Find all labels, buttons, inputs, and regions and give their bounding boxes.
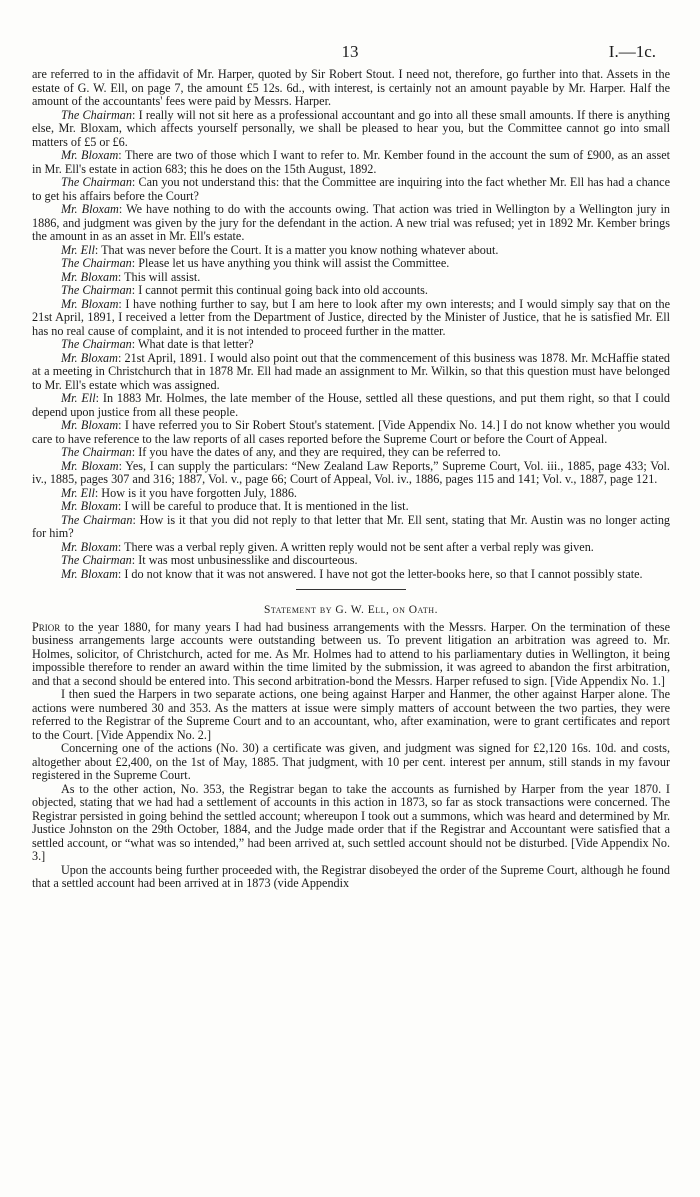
speaker-name: The Chairman [61, 512, 133, 527]
committee-minutes [32, 68, 670, 581]
minute-text: If you have the dates of any, and they are required, they can be referred to. [138, 445, 501, 459]
statement-text: As to the other action, No. 353, the Registrar began to take the accounts as furnished by Harper from the year 1870. I objected, stating that we had had a settlement of accounts in this action in 1873, so far as stock transactions were concerned. The Registrar persisted in going behind the settled account; whereupon I took out a summons, which was heard and determined by Mr. Justice Johnston on the 29th October, 1884, and the Judge made order that if the Registrar and Accountant were satisfied that a settled account, or “what was so intended,” had been arrived at, such settled account should not be disturbed. [Vide Appendix No. 3.] [32, 781, 670, 863]
minute-paragraph: The Chairman: Please let us have anything you think will assist the Committee. [61, 256, 450, 270]
speaker-name: Mr. Bloxam [61, 202, 119, 216]
statement-text: to the year 1880, for many years I had had business arrangements with the Messrs. Harper. On the termination of these business arrangements large accounts were outstanding between us. To prevent litigation an arbitration was agreed to. Mr. Holmes, solicitor, of Christchurch, acted for me. As Mr. Holmes had to attend to his parliamentary duties in Wellington, it being impossible therefore to render an award within the time limited by the submission, it was agreed to abandon the first arbitration, and that a second should be entered into. This second arbitration-bond the Messrs. Harper refused to sign. [Vide Appendix No. 1.] [32, 619, 670, 688]
statement-body [32, 621, 670, 891]
minute-paragraph: Mr. Ell: That was never before the Court. It is a matter you know nothing whatever about. [61, 242, 499, 257]
minute-paragraph: Mr. Bloxam: There are two of those which I want to refer to. Mr. Kember found in the account the sum of £900, as an asset in Mr. Ell's estate in action 683; this he does on the 15th August, 1892. [32, 148, 670, 176]
minute-text: How is it you have forgotten July, 1886. [101, 485, 297, 500]
minute-text: Can you not understand this: that the Committee are inquiring into the fact whether Mr. Ell has had a chance to get his affairs before the Court? [32, 175, 671, 203]
minute-paragraph: Mr. Bloxam: I will be careful to produce that. It is mentioned in the list. [61, 499, 409, 513]
speaker-name: The Chairman [61, 445, 132, 459]
minute-paragraph: Mr. Bloxam: There was a verbal reply given. A written reply would not be sent after a verbal reply was given. [61, 539, 594, 554]
minute-paragraph: Mr. Bloxam: 21st April, 1891. I would also point out that the commencement of this business was 1878. Mr. McHaffie stated at a meeting in Christchurch that in 1878 Mr. Ell had made an assignment to Mr. Wilkin, so that this question must have belonged to Mr. Ell's estate which was assigned. [32, 350, 670, 392]
minute-paragraph: Mr. Bloxam: Yes, I can supply the particulars: “New Zealand Law Reports,” Supreme Court, Vol. iii., 1885, page 433; Vol. iv., 1885, pages 307 and 316; 1887, Vol. v., page 66; Court of Appeal, Vol. iv., 1886, pages 115 and 141; Vol. v., 1887, page 121. [32, 458, 670, 486]
statement-heading: Statement by G. W. Ell, on Oath. [264, 604, 438, 616]
minute-paragraph: The Chairman: How is it that you did not reply to that letter that Mr. Ell sent, stating that Mr. Austin was no longer acting for him? [32, 512, 671, 540]
speaker-name: The Chairman [61, 256, 132, 270]
speaker-name: The Chairman [61, 107, 132, 122]
section-divider [296, 589, 406, 590]
minute-paragraph: Mr. Ell: In 1883 Mr. Holmes, the late member of the House, settled all these questions, and put them right, so that I could depend upon justice from all these people. [32, 391, 670, 419]
minute-paragraph: The Chairman: Can you not understand this: that the Committee are inquiring into the fact whether Mr. Ell has had a chance to get his affairs before the Court? [32, 175, 671, 203]
speaker-name: The Chairman [61, 337, 132, 351]
speaker-name: Mr. Ell [61, 242, 95, 257]
lead-word: Prior [32, 619, 61, 634]
minute-paragraph: Mr. Bloxam: I do not know that it was not answered. I have not got the letter-books here, so that I cannot possibly state. [61, 566, 643, 581]
minute-text: We have nothing to do with the accounts owing. That action was tried in Wellington by a Wellington jury in 1886, and judgment was given by the jury for the defendant in the action. A new trial was refused; yet in 1892 Mr. Kember brings the amount in as an asset in Mr. Ell's estate. [32, 202, 670, 243]
speaker-name: The Chairman [61, 283, 132, 297]
speaker-name: Mr. Bloxam [61, 350, 118, 365]
minute-text: I cannot permit this continual going back into old accounts. [138, 283, 428, 297]
minute-text: 21st April, 1891. I would also point out that the commencement of this business was 1878. Mr. McHaffie stated at a meeting in Christchurch that in 1878 Mr. Ell had made an assignment to Mr. Wilkin, so that this question must have belonged to Mr. Ell's estate which was assigned. [32, 350, 670, 392]
minute-text: I really will not sit here as a professional accountant and go into all these small amounts. If there is anything else, Mr. Bloxam, which affects yourself personally, we shall be pleased to hear you, but the Committee cannot go into small matters of £5 or £6. [32, 107, 670, 149]
minute-paragraph: Mr. Ell: How is it you have forgotten July, 1886. [61, 485, 297, 500]
minute-text: Please let us have anything you think will assist the Committee. [138, 256, 450, 270]
speaker-name: The Chairman [61, 553, 132, 567]
statement-text: Upon the accounts being further proceeded with, the Registrar disobeyed the order of the Supreme Court, although he found that a settled account had been arrived at in 1873 (vide Appendix [32, 862, 670, 890]
minute-text: I will be careful to produce that. It is mentioned in the list. [124, 499, 409, 513]
minute-text: It was most unbusinesslike and discourteous. [138, 553, 358, 567]
statement-paragraph [32, 864, 670, 891]
statement-paragraph [32, 742, 670, 783]
speaker-name: Mr. Bloxam [61, 269, 118, 284]
minute-text: This will assist. [124, 269, 201, 284]
minute-text: Yes, I can supply the particulars: “New Zealand Law Reports,” Supreme Court, Vol. iii., 1885, page 433; Vol. iv., 1885, pages 307 and 316; 1887, Vol. v., page 66; Court of Appeal, Vol. iv., 1886, pages 115 and 141; Vol. v., 1887, page 121. [32, 458, 670, 486]
speaker-name: Mr. Bloxam [61, 539, 118, 554]
minute-paragraph: Mr. Bloxam: This will assist. [61, 269, 201, 284]
speaker-name: Mr. Bloxam [61, 296, 119, 311]
minute-paragraph: The Chairman: I really will not sit here as a professional accountant and go into all these small amounts. If there is anything else, Mr. Bloxam, which affects yourself personally, we shall be pleased to hear you, but the Committee cannot go into small matters of £5 or £6. [32, 107, 670, 149]
page-number: 13 [341, 42, 359, 61]
minute-paragraph: Mr. Bloxam: We have nothing to do with the accounts owing. That action was tried in Wellington by a Wellington jury in 1886, and judgment was given by the jury for the defendant in the action. A new trial was refused; yet in 1892 Mr. Kember brings the amount in as an asset in Mr. Ell's estate. [32, 202, 670, 243]
minute-paragraph [32, 68, 670, 109]
speaker-name: Mr. Bloxam [61, 148, 119, 162]
speaker-name: Mr. Bloxam [61, 566, 118, 581]
speaker-name: Mr. Bloxam [61, 418, 119, 432]
statement-paragraph [32, 688, 670, 742]
speaker-name: Mr. Bloxam [61, 499, 118, 513]
minute-text: I have nothing further to say, but I am here to look after my own interests; and I would simply say that on the 21st April, 1891, I received a letter from the Department of Justice, directed by the Minister of Justice, that he is satisfied Mr. Ell has no real cause of complaint, and it is not intended to proceed further in the matter. [32, 296, 670, 338]
minute-paragraph: The Chairman: It was most unbusinesslike and discourteous. [61, 553, 358, 567]
statement-text: I then sued the Harpers in two separate actions, one being against Harper and Hanmer, the other against Harper alone. The actions were numbered 30 and 353. As the matters at issue were simply matters of account between the two parties, they were referred to the Registrar of the Supreme Court and to an accountant, who, after examination, were to grant certificates and report to the Court. [Vide Appendix No. 2.] [32, 687, 670, 742]
speaker-name: Mr. Ell [61, 391, 96, 405]
minute-paragraph: The Chairman: If you have the dates of any, and they are required, they can be referred to. [61, 445, 501, 459]
minute-text: In 1883 Mr. Holmes, the late member of the House, settled all these questions, and put them right, so that I could depend upon justice from all these people. [32, 391, 670, 419]
speaker-name: Mr. Ell [61, 485, 95, 500]
minute-text: There are two of those which I want to refer to. Mr. Kember found in the account the sum of £900, as an asset in Mr. Ell's estate in action 683; this he does on the 15th August, 1892. [32, 148, 670, 176]
minute-text: What date is that letter? [137, 337, 254, 351]
speaker-name: Mr. Bloxam [61, 458, 119, 473]
statement-text: Concerning one of the actions (No. 30) a certificate was given, and judgment was signed for £2,120 16s. 10d. and costs, altogether about £2,400, on the 1st of May, 1885. That judgment, with 10 per cent. interest per annum, still stands in my favour registered in the Supreme Court. [32, 741, 670, 782]
minute-paragraph: Mr. Bloxam: I have referred you to Sir Robert Stout's statement. [Vide Appendix No. 14.] I do not know whether you would care to have reference to the law reports of all cases reported before the Supreme Court or before the Court of Appeal. [32, 418, 671, 446]
minute-text: How is it that you did not reply to that letter that Mr. Ell sent, stating that Mr. Austin was no longer acting for him? [32, 512, 671, 540]
minute-text: are referred to in the affidavit of Mr. Harper, quoted by Sir Robert Stout. I need not, therefore, go further into that. Assets in the estate of G. W. Ell, on page 7, the amount £5 12s. 6d., with interest, is certainly not an amount payable by Mr. Harper. Half the amount of the accountants' fees were paid by Messrs. Harper. [32, 67, 670, 108]
statement-paragraph [32, 783, 670, 864]
minute-paragraph: Mr. Bloxam: I have nothing further to say, but I am here to look after my own interests; and I would simply say that on the 21st April, 1891, I received a letter from the Department of Justice, directed by the Minister of Justice, that he is satisfied Mr. Ell has no real cause of complaint, and it is not intended to proceed further in the matter. [32, 296, 670, 338]
minute-text: That was never before the Court. It is a matter you know nothing whatever about. [101, 242, 499, 257]
page-body [32, 68, 670, 891]
speaker-name: The Chairman [61, 175, 132, 189]
minute-paragraph: The Chairman: I cannot permit this continual going back into old accounts. [61, 283, 428, 297]
minute-paragraph: The Chairman: What date is that letter? [61, 337, 254, 351]
minute-text: I do not know that it was not answered. I have not got the letter-books here, so that I cannot possibly state. [124, 566, 643, 581]
statement-paragraph [32, 621, 670, 689]
minute-text: There was a verbal reply given. A written reply would not be sent after a verbal reply was given. [124, 539, 594, 554]
document-reference: I.—1c. [608, 42, 656, 61]
minute-text: I have referred you to Sir Robert Stout's statement. [Vide Appendix No. 14.] I do not know whether you would care to have reference to the law reports of all cases reported before the Supreme Court or before the Court of Appeal. [32, 418, 671, 446]
